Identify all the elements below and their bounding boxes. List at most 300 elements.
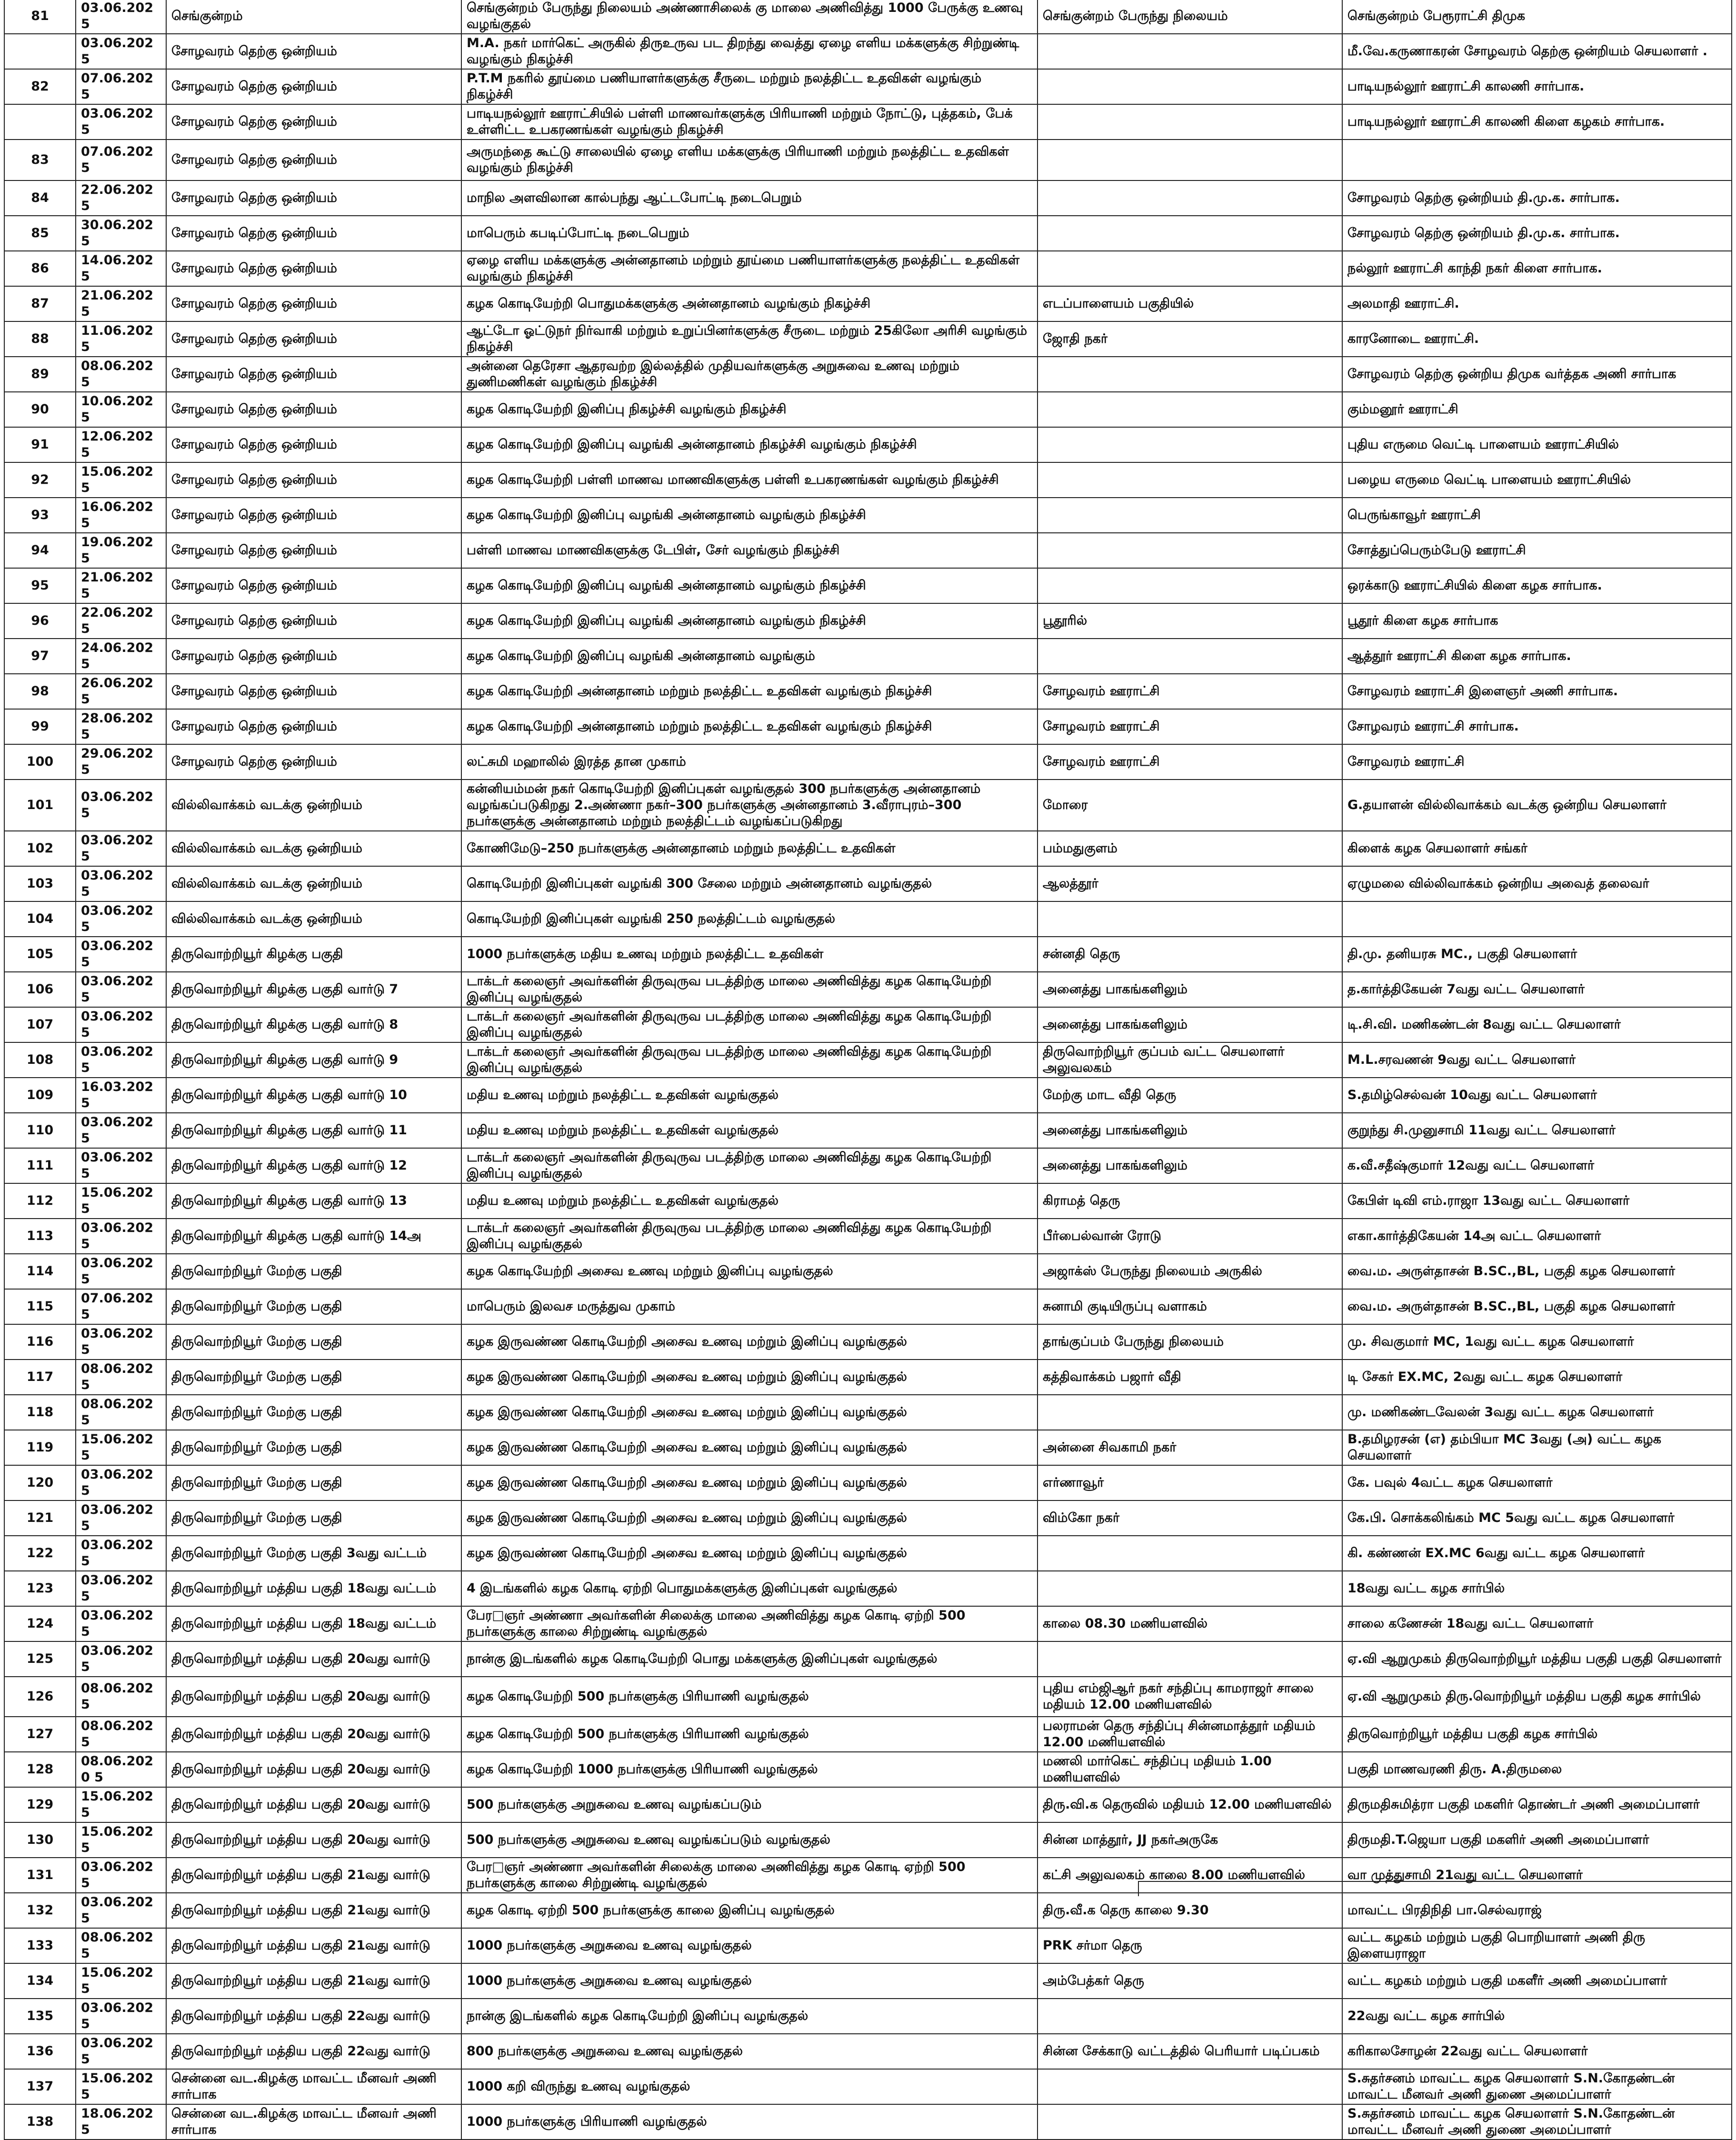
date-cell: 03.06.2025	[76, 901, 166, 937]
serial-number-cell: 88	[4, 321, 76, 357]
area-cell: சென்னை வட.கிழக்கு மாவட்ட மீனவர் அணி சார்பாக	[166, 2104, 461, 2140]
area-cell: திருவொற்றியூர் கிழக்கு பகுதி வார்டு 11	[166, 1113, 461, 1148]
area-cell: திருவொற்றியூர் மத்திய பகுதி 18வது வட்டம்	[166, 1606, 461, 1641]
date-cell: 26.06.2025	[76, 674, 166, 709]
table-row	[4, 831, 1732, 866]
table-row	[4, 1822, 1732, 1858]
organizer-cell: S.தமிழ்செல்வன் 10வது வட்ட செயலாளர்	[1342, 1078, 1732, 1113]
serial-number-cell: 85	[4, 216, 76, 251]
table-row	[4, 2104, 1732, 2140]
event-cell: கழக கொடியேற்றி 500 நபர்களுக்கு பிரியாணி வழங்குதல்	[461, 1717, 1038, 1752]
event-cell: லட்சுமி மஹாலில் இரத்த தான முகாம்	[461, 744, 1038, 780]
date-cell: 03.06.2025	[76, 1465, 166, 1500]
organizer-cell: குறுந்து சி.முனுசாமி 11வது வட்ட செயலாளர்	[1342, 1113, 1732, 1148]
date-cell: 08.06.2025	[76, 1717, 166, 1752]
organizer-cell	[1342, 901, 1732, 937]
event-cell: நான்கு இடங்களில் கழக கொடியேற்றி பொது மக்களுக்கு இனிப்புகள் வழங்குதல்	[461, 1641, 1038, 1677]
table-row	[4, 744, 1732, 780]
area-cell: சோழவரம் தெற்கு ஒன்றியம்	[166, 568, 461, 603]
date-cell: 03.06.2025	[76, 972, 166, 1007]
area-cell: திருவொற்றியூர் மேற்கு பகுதி	[166, 1465, 461, 1500]
date-cell: 03.06.2025	[76, 0, 166, 34]
serial-number-cell: 102	[4, 831, 76, 866]
serial-number-cell: 100	[4, 744, 76, 780]
area-cell: திருவொற்றியூர் மேற்கு பகுதி	[166, 1324, 461, 1360]
organizer-cell: பகுதி மாணவரணி திரு. A.திருமலை	[1342, 1752, 1732, 1787]
event-cell: மாபெரும் இலவச மருத்துவ முகாம்	[461, 1289, 1038, 1324]
area-cell: திருவொற்றியூர் மத்திய பகுதி 21வது வார்டு	[166, 1858, 461, 1893]
event-cell: 4 இடங்களில் கழக கொடி ஏற்றி பொதுமக்களுக்கு இனிப்புகள் வழங்குதல்	[461, 1571, 1038, 1606]
area-cell: சோழவரம் தெற்கு ஒன்றியம்	[166, 533, 461, 568]
serial-number-cell: 95	[4, 568, 76, 603]
venue-cell	[1038, 34, 1342, 69]
venue-cell	[1038, 1571, 1342, 1606]
event-cell: கழக இருவண்ண கொடியேற்றி அசைவ உணவு மற்றும் இனிப்பு வழங்குதல்	[461, 1465, 1038, 1500]
date-cell: 03.06.2025	[76, 1641, 166, 1677]
organizer-cell: M.L.சரவணன் 9வது வட்ட செயலாளர்	[1342, 1042, 1732, 1078]
event-cell: கோணிமேடு–250 நபர்களுக்கு அன்னதானம் மற்றும் நலத்திட்ட உதவிகள்	[461, 831, 1038, 866]
venue-cell: எடப்பாளையம் பகுதியில்	[1038, 286, 1342, 321]
event-cell: பேர□ஞர் அண்ணா அவர்களின் சிலைக்கு மாலை அணிவித்து கழக கொடி ஏற்றி 500 நபர்களுக்கு காலை சிற்றுண்டி வழங்குதல்	[461, 1858, 1038, 1893]
event-cell: அன்னை தெரேசா ஆதரவற்ற இல்லத்தில் முதியவர்களுக்கு அறுசுவை உணவு மற்றும் துணிமணிகள் வழங்கும் நிகழ்ச்சி	[461, 357, 1038, 392]
serial-number-cell: 117	[4, 1360, 76, 1395]
date-cell: 08.06.2020 5	[76, 1752, 166, 1787]
events-table-body	[4, 0, 1732, 2140]
date-cell: 10.06.2025	[76, 392, 166, 427]
event-cell: கழக இருவண்ண கொடியேற்றி அசைவ உணவு மற்றும் இனிப்பு வழங்குதல்	[461, 1360, 1038, 1395]
table-row	[4, 901, 1732, 937]
venue-cell: மணலி மார்கெட் சந்திப்பு மதியம் 1.00 மணியளவில்	[1038, 1752, 1342, 1787]
date-cell: 29.06.2025	[76, 744, 166, 780]
table-row	[4, 1430, 1732, 1465]
serial-number-cell: 137	[4, 2069, 76, 2104]
date-cell: 22.06.2025	[76, 180, 166, 216]
table-row	[4, 104, 1732, 140]
serial-number-cell: 116	[4, 1324, 76, 1360]
venue-cell	[1038, 498, 1342, 533]
area-cell: சோழவரம் தெற்கு ஒன்றியம்	[166, 69, 461, 104]
date-cell: 03.06.2025	[76, 1324, 166, 1360]
organizer-cell: திருமதிசுமித்ரா பகுதி மகளிர் தொண்டர் அணி அமைப்பாளர்	[1342, 1787, 1732, 1822]
venue-cell: சின்ன சேக்காடு வட்டத்தில் பெரியார் படிப்பகம்	[1038, 2034, 1342, 2069]
event-cell: மதிய உணவு மற்றும் நலத்திட்ட உதவிகள் வழங்குதல்	[461, 1113, 1038, 1148]
event-cell: 1000 நபர்களுக்கு பிரியாணி வழங்குதல்	[461, 2104, 1038, 2140]
event-cell: கழக கொடியேற்றி அன்னதானம் மற்றும் நலத்திட்ட உதவிகள் வழங்கும் நிகழ்ச்சி	[461, 709, 1038, 744]
event-cell: 800 நபர்களுக்கு அறுசுவை உணவு வழங்குதல்	[461, 2034, 1038, 2069]
area-cell: சோழவரம் தெற்கு ஒன்றியம்	[166, 357, 461, 392]
event-cell: டாக்டர் கலைஞர் அவர்களின் திருவுருவ படத்திற்கு மாலை அணிவித்து கழக கொடியேற்றி இனிப்பு வழங்குதல்	[461, 972, 1038, 1007]
table-row	[4, 180, 1732, 216]
table-row	[4, 1500, 1732, 1536]
table-row	[4, 1042, 1732, 1078]
event-cell: 1000 நபர்களுக்கு அறுசுவை உணவு வழங்குதல்	[461, 1928, 1038, 1963]
venue-cell: சன்னதி தெரு	[1038, 937, 1342, 972]
organizer-cell: வா முத்துசாமி 21வது வட்ட செயலாளர்	[1342, 1858, 1732, 1893]
serial-number-cell: 109	[4, 1078, 76, 1113]
organizer-cell: கரிகாலசோழன் 22வது வட்ட செயலாளர்	[1342, 2034, 1732, 2069]
venue-cell: சோழவரம் ஊராட்சி	[1038, 674, 1342, 709]
venue-cell: திரு.வி.க தெருவில் மதியம் 12.00 மணியளவில்	[1038, 1787, 1342, 1822]
venue-cell: கட்சி அலுவலகம் காலை 8.00 மணியளவில்	[1038, 1858, 1342, 1893]
serial-number-cell: 119	[4, 1430, 76, 1465]
table-row	[4, 1148, 1732, 1183]
date-cell: 22.06.2025	[76, 603, 166, 639]
date-cell: 03.06.2025	[76, 1571, 166, 1606]
table-row	[4, 533, 1732, 568]
event-cell: கொடியேற்றி இனிப்புகள் வழங்கி 300 சேலை மற்றும் அன்னதானம் வழங்குதல்	[461, 866, 1038, 901]
date-cell: 15.06.2025	[76, 1430, 166, 1465]
venue-cell: செங்குன்றம் பேருந்து நிலையம்	[1038, 0, 1342, 34]
event-cell: கழக கொடியேற்றி 1000 நபர்களுக்கு பிரியாணி வழங்குதல்	[461, 1752, 1038, 1787]
serial-number-cell: 97	[4, 639, 76, 674]
area-cell: சோழவரம் தெற்கு ஒன்றியம்	[166, 104, 461, 140]
date-cell: 03.06.2025	[76, 1042, 166, 1078]
table-row	[4, 568, 1732, 603]
event-cell: கழக இருவண்ண கொடியேற்றி அசைவ உணவு மற்றும் இனிப்பு வழங்குதல்	[461, 1536, 1038, 1571]
organizer-cell: வை.ம. அருள்தாசன் B.SC.,BL, பகுதி கழக செயலாளர்	[1342, 1254, 1732, 1289]
date-cell: 07.06.2025	[76, 69, 166, 104]
venue-cell: PRK சர்மா தெரு	[1038, 1928, 1342, 1963]
event-cell: அருமந்தை கூட்டு சாலையில் ஏழை எளிய மக்களுக்கு பிரியாணி மற்றும் நலத்திட்ட உதவிகள் வழங்கும் நிகழ்ச்சி	[461, 140, 1038, 180]
serial-number-cell: 94	[4, 533, 76, 568]
serial-number-cell: 111	[4, 1148, 76, 1183]
serial-number-cell: 108	[4, 1042, 76, 1078]
area-cell: திருவொற்றியூர் மத்திய பகுதி 20வது வார்டு	[166, 1677, 461, 1717]
serial-number-cell: 96	[4, 603, 76, 639]
table-continuation-stub	[1138, 1881, 1732, 1896]
event-cell: கழக இருவண்ண கொடியேற்றி அசைவ உணவு மற்றும் இனிப்பு வழங்குதல்	[461, 1500, 1038, 1536]
serial-number-cell: 114	[4, 1254, 76, 1289]
area-cell: சோழவரம் தெற்கு ஒன்றியம்	[166, 674, 461, 709]
serial-number-cell: 90	[4, 392, 76, 427]
event-cell: டாக்டர் கலைஞர் அவர்களின் திருவுருவ படத்திற்கு மாலை அணிவித்து கழக கொடியேற்றி இனிப்பு வழங்குதல்	[461, 1042, 1038, 1078]
serial-number-cell: 112	[4, 1183, 76, 1219]
table-row	[4, 1113, 1732, 1148]
organizer-cell: 18வது வட்ட கழக சார்பில்	[1342, 1571, 1732, 1606]
area-cell: திருவொற்றியூர் மத்திய பகுதி 20வது வார்டு	[166, 1787, 461, 1822]
venue-cell	[1038, 251, 1342, 286]
venue-cell: சின்ன மாத்தூர், JJ நகர்அருகே	[1038, 1822, 1342, 1858]
date-cell: 08.06.2025	[76, 1360, 166, 1395]
date-cell: 03.06.2025	[76, 1219, 166, 1254]
table-row	[4, 1078, 1732, 1113]
event-cell: 500 நபர்களுக்கு அறுசுவை உணவு வழங்கப்படும் வழங்குதல்	[461, 1822, 1038, 1858]
area-cell: திருவொற்றியூர் மத்திய பகுதி 20வது வார்டு	[166, 1641, 461, 1677]
table-row	[4, 69, 1732, 104]
organizer-cell: சோழவரம் ஊராட்சி சார்பாக.	[1342, 709, 1732, 744]
area-cell: சோழவரம் தெற்கு ஒன்றியம்	[166, 462, 461, 498]
area-cell: சோழவரம் தெற்கு ஒன்றியம்	[166, 286, 461, 321]
table-row	[4, 34, 1732, 69]
serial-number-cell: 103	[4, 866, 76, 901]
organizer-cell: திருவொற்றியூர் மத்திய பகுதி கழக சார்பில்	[1342, 1717, 1732, 1752]
table-row	[4, 1606, 1732, 1641]
serial-number-cell: 120	[4, 1465, 76, 1500]
organizer-cell: சோழவரம் ஊராட்சி இளைஞர் அணி சார்பாக.	[1342, 674, 1732, 709]
organizer-cell: க.வீ.சதீஷ்குமார் 12வது வட்ட செயலாளர்	[1342, 1148, 1732, 1183]
area-cell: திருவொற்றியூர் மேற்கு பகுதி	[166, 1500, 461, 1536]
organizer-cell: தி.மு. தனியரசு MC., பகுதி செயலாளர்	[1342, 937, 1732, 972]
serial-number-cell: 101	[4, 780, 76, 831]
date-cell: 08.06.2025	[76, 1928, 166, 1963]
date-cell: 18.06.2025	[76, 2104, 166, 2140]
venue-cell: அனைத்து பாகங்களிலும்	[1038, 1007, 1342, 1042]
venue-cell: பூதூரில்	[1038, 603, 1342, 639]
event-cell: டாக்டர் கலைஞர் அவர்களின் திருவுருவ படத்திற்கு மாலை அணிவித்து கழக கொடியேற்றி இனிப்பு வழங்குதல்	[461, 1007, 1038, 1042]
serial-number-cell: 92	[4, 462, 76, 498]
venue-cell	[1038, 216, 1342, 251]
date-cell: 03.06.2025	[76, 1858, 166, 1893]
organizer-cell: எகா.கார்த்திகேயன் 14அ வட்ட செயலாளர்	[1342, 1219, 1732, 1254]
event-cell: கழக இருவண்ண கொடியேற்றி அசைவ உணவு மற்றும் இனிப்பு வழங்குதல்	[461, 1430, 1038, 1465]
serial-number-cell: 110	[4, 1113, 76, 1148]
area-cell: திருவொற்றியூர் மத்திய பகுதி 22வது வார்டு	[166, 1999, 461, 2034]
venue-cell	[1038, 140, 1342, 180]
organizer-cell: சோழவரம் ஊராட்சி	[1342, 744, 1732, 780]
table-row	[4, 251, 1732, 286]
area-cell: திருவொற்றியூர் மேற்கு பகுதி	[166, 1289, 461, 1324]
date-cell: 28.06.2025	[76, 709, 166, 744]
table-row	[4, 1641, 1732, 1677]
table-row	[4, 140, 1732, 180]
area-cell: திருவொற்றியூர் கிழக்கு பகுதி வார்டு 8	[166, 1007, 461, 1042]
event-cell: கழக கொடியேற்றி இனிப்பு வழங்கி அன்னதானம் நிகழ்ச்சி வழங்கும் நிகழ்ச்சி	[461, 427, 1038, 462]
serial-number-cell: 136	[4, 2034, 76, 2069]
area-cell: திருவொற்றியூர் மேற்கு பகுதி	[166, 1360, 461, 1395]
event-cell: கழக கொடியேற்றி பொதுமக்களுக்கு அன்னதானம் வழங்கும் நிகழ்ச்சி	[461, 286, 1038, 321]
event-cell: கழக கொடியேற்றி இனிப்பு வழங்கி அன்னதானம் வழங்கும் நிகழ்ச்சி	[461, 603, 1038, 639]
table-row	[4, 1677, 1732, 1717]
date-cell: 15.06.2025	[76, 1787, 166, 1822]
serial-number-cell: 118	[4, 1395, 76, 1430]
serial-number-cell: 132	[4, 1893, 76, 1928]
venue-cell: எர்ணாவூர்	[1038, 1465, 1342, 1500]
organizer-cell: கேபிள் டிவி எம்.ராஜா 13வது வட்ட செயலாளர்	[1342, 1183, 1732, 1219]
date-cell: 03.06.2025	[76, 104, 166, 140]
serial-number-cell: 131	[4, 1858, 76, 1893]
event-cell: பாடியநல்லூர் ஊராட்சியில் பள்ளி மாணவர்களுக்கு பிரியாணி மற்றும் நோட்டு, புத்தகம், பேக் உள்ளிட்ட உபகரணங்கள் வழங்கும் நிகழ்ச்சி	[461, 104, 1038, 140]
organizer-cell: சாலை கணேசன் 18வது வட்ட செயலாளர்	[1342, 1606, 1732, 1641]
event-cell: நான்கு இடங்களில் கழக கொடியேற்றி இனிப்பு வழங்குதல்	[461, 1999, 1038, 2034]
organizer-cell: பாடியநல்லூர் ஊராட்சி காலணி சார்பாக.	[1342, 69, 1732, 104]
date-cell: 12.06.2025	[76, 427, 166, 462]
table-row	[4, 937, 1732, 972]
area-cell: திருவொற்றியூர் கிழக்கு பகுதி வார்டு 10	[166, 1078, 461, 1113]
table-row	[4, 1963, 1732, 1999]
venue-cell	[1038, 1999, 1342, 2034]
event-cell: டாக்டர் கலைஞர் அவர்களின் திருவுருவ படத்திற்கு மாலை அணிவித்து கழக கொடியேற்றி இனிப்பு வழங்குதல்	[461, 1148, 1038, 1183]
date-cell: 21.06.2025	[76, 286, 166, 321]
serial-number-cell: 123	[4, 1571, 76, 1606]
serial-number-cell: 121	[4, 1500, 76, 1536]
venue-cell	[1038, 568, 1342, 603]
serial-number-cell: 133	[4, 1928, 76, 1963]
venue-cell	[1038, 901, 1342, 937]
organizer-cell: கே.பி. சொக்கலிங்கம் MC 5வது வட்ட கழக செயலாளர்	[1342, 1500, 1732, 1536]
date-cell: 30.06.2025	[76, 216, 166, 251]
serial-number-cell: 128	[4, 1752, 76, 1787]
area-cell: திருவொற்றியூர் மத்திய பகுதி 20வது வார்டு	[166, 1822, 461, 1858]
venue-cell	[1038, 1641, 1342, 1677]
venue-cell: ஜோதி நகர்	[1038, 321, 1342, 357]
venue-cell: சோழவரம் ஊராட்சி	[1038, 709, 1342, 744]
event-cell: 1000 நபர்களுக்கு அறுசுவை உணவு வழங்குதல்	[461, 1963, 1038, 1999]
serial-number-cell	[4, 34, 76, 69]
area-cell: சோழவரம் தெற்கு ஒன்றியம்	[166, 180, 461, 216]
date-cell: 15.06.2025	[76, 1822, 166, 1858]
serial-number-cell: 104	[4, 901, 76, 937]
table-row	[4, 674, 1732, 709]
event-cell: மாபெரும் கபடிப்போட்டி நடைபெறும்	[461, 216, 1038, 251]
event-cell: கொடியேற்றி இனிப்புகள் வழங்கி 250 நலத்திட்டம் வழங்குதல்	[461, 901, 1038, 937]
serial-number-cell	[4, 104, 76, 140]
area-cell: திருவொற்றியூர் மத்திய பகுதி 21வது வார்டு	[166, 1963, 461, 1999]
organizer-cell: மு. மணிகண்டவேலன் 3வது வட்ட கழக செயலாளர்	[1342, 1395, 1732, 1430]
event-cell: கழக கொடியேற்றி அசைவ உணவு மற்றும் இனிப்பு வழங்குதல்	[461, 1254, 1038, 1289]
table-row	[4, 1999, 1732, 2034]
venue-cell: தாங்குப்பம் பேருந்து நிலையம்	[1038, 1324, 1342, 1360]
event-cell: கழக கொடியேற்றி இனிப்பு நிகழ்ச்சி வழங்கும் நிகழ்ச்சி	[461, 392, 1038, 427]
event-cell: டாக்டர் கலைஞர் அவர்களின் திருவுருவ படத்திற்கு மாலை அணிவித்து கழக கொடியேற்றி இனிப்பு வழங்குதல்	[461, 1219, 1038, 1254]
date-cell: 03.06.2025	[76, 34, 166, 69]
organizer-cell: பூதூர் கிளை கழக சார்பாக	[1342, 603, 1732, 639]
date-cell: 03.06.2025	[76, 1254, 166, 1289]
event-cell: மதிய உணவு மற்றும் நலத்திட்ட உதவிகள் வழங்குதல்	[461, 1078, 1038, 1113]
organizer-cell: ஆத்தூர் ஊராட்சி கிளை கழக சார்பாக.	[1342, 639, 1732, 674]
event-cell: கழக கொடியேற்றி அன்னதானம் மற்றும் நலத்திட்ட உதவிகள் வழங்கும் நிகழ்ச்சி	[461, 674, 1038, 709]
date-cell: 03.06.2025	[76, 1893, 166, 1928]
table-row	[4, 1360, 1732, 1395]
serial-number-cell: 84	[4, 180, 76, 216]
serial-number-cell: 138	[4, 2104, 76, 2140]
date-cell: 11.06.2025	[76, 321, 166, 357]
serial-number-cell: 99	[4, 709, 76, 744]
date-cell: 15.06.2025	[76, 1183, 166, 1219]
date-cell: 03.06.2025	[76, 1113, 166, 1148]
area-cell: திருவொற்றியூர் மத்திய பகுதி 20வது வார்டு	[166, 1752, 461, 1787]
event-cell: ஏழை எளிய மக்களுக்கு அன்னதானம் மற்றும் தூய்மை பணியாளர்களுக்கு நலத்திட்ட உதவிகள் வழங்கும் நிகழ்ச்சி	[461, 251, 1038, 286]
table-row	[4, 216, 1732, 251]
table-row	[4, 321, 1732, 357]
table-row	[4, 866, 1732, 901]
venue-cell: பம்மதுகுளம்	[1038, 831, 1342, 866]
organizer-cell: நல்லூர் ஊராட்சி காந்தி நகர் கிளை சார்பாக.	[1342, 251, 1732, 286]
table-row	[4, 1717, 1732, 1752]
event-cell: செங்குன்றம் பேருந்து நிலையம் அண்ணாசிலைக் கு மாலை அணிவித்து 1000 பேருக்கு உணவு வழங்குதல்	[461, 0, 1038, 34]
venue-cell	[1038, 357, 1342, 392]
venue-cell: அனைத்து பாகங்களிலும்	[1038, 972, 1342, 1007]
serial-number-cell: 125	[4, 1641, 76, 1677]
event-cell: கழக இருவண்ண கொடியேற்றி அசைவ உணவு மற்றும் இனிப்பு வழங்குதல்	[461, 1395, 1038, 1430]
area-cell: சோழவரம் தெற்கு ஒன்றியம்	[166, 709, 461, 744]
venue-cell	[1038, 2104, 1342, 2140]
event-cell: ஆட்டோ ஓட்டுநர் நிர்வாகி மற்றும் உறுப்பினர்களுக்கு சீருடை மற்றும் 25கிலோ அரிசி வழங்கும் நிகழ்ச்சி	[461, 321, 1038, 357]
event-cell: பள்ளி மாணவ மாணவிகளுக்கு டேபிள், சேர் வழங்கும் நிகழ்ச்சி	[461, 533, 1038, 568]
date-cell: 03.06.2025	[76, 866, 166, 901]
organizer-cell: டி சேகர் EX.MC, 2வது வட்ட கழக செயலாளர்	[1342, 1360, 1732, 1395]
venue-cell: அன்னை சிவகாமி நகர்	[1038, 1430, 1342, 1465]
venue-cell	[1038, 1395, 1342, 1430]
area-cell: திருவொற்றியூர் கிழக்கு பகுதி	[166, 937, 461, 972]
table-row	[4, 1219, 1732, 1254]
event-cell: கழக கொடி ஏற்றி 500 நபர்களுக்கு காலை இனிப்பு வழங்குதல்	[461, 1893, 1038, 1928]
date-cell: 07.06.2025	[76, 140, 166, 180]
area-cell: திருவொற்றியூர் மேற்கு பகுதி 3வது வட்டம்	[166, 1536, 461, 1571]
table-row	[4, 972, 1732, 1007]
date-cell: 15.06.2025	[76, 462, 166, 498]
event-cell: 1000 நபர்களுக்கு மதிய உணவு மற்றும் நலத்திட்ட உதவிகள்	[461, 937, 1038, 972]
venue-cell	[1038, 639, 1342, 674]
event-cell: கழக இருவண்ண கொடியேற்றி அசைவ உணவு மற்றும் இனிப்பு வழங்குதல்	[461, 1324, 1038, 1360]
venue-cell: அனைத்து பாகங்களிலும்	[1038, 1113, 1342, 1148]
area-cell: வில்லிவாக்கம் வடக்கு ஒன்றியம்	[166, 866, 461, 901]
area-cell: வில்லிவாக்கம் வடக்கு ஒன்றியம்	[166, 831, 461, 866]
organizer-cell: செங்குன்றம் பேரூராட்சி திமுக	[1342, 0, 1732, 34]
serial-number-cell: 98	[4, 674, 76, 709]
organizer-cell: திருமதி.T.ஜெயா பகுதி மகளிர் அணி அமைப்பாளர்	[1342, 1822, 1732, 1858]
venue-cell: அனைத்து பாகங்களிலும்	[1038, 1148, 1342, 1183]
venue-cell: அம்பேத்கர் தெரு	[1038, 1963, 1342, 1999]
event-cell: மாநில அளவிலான கால்பந்து ஆட்டபோட்டி நடைபெறும்	[461, 180, 1038, 216]
area-cell: சோழவரம் தெற்கு ஒன்றியம்	[166, 744, 461, 780]
serial-number-cell: 81	[4, 0, 76, 34]
date-cell: 03.06.2025	[76, 1148, 166, 1183]
venue-cell: அஜாக்ஸ் பேருந்து நிலையம் அருகில்	[1038, 1254, 1342, 1289]
venue-cell: பீர்பைல்வான் ரோடு	[1038, 1219, 1342, 1254]
table-row	[4, 0, 1732, 34]
area-cell: திருவொற்றியூர் மத்திய பகுதி 22வது வார்டு	[166, 2034, 461, 2069]
table-row	[4, 427, 1732, 462]
organizer-cell: சோழவரம் தெற்கு ஒன்றிய திமுக வர்த்தக அணி சார்பாக	[1342, 357, 1732, 392]
table-row	[4, 498, 1732, 533]
venue-cell: காலை 08.30 மணியளவில்	[1038, 1606, 1342, 1641]
table-row	[4, 1928, 1732, 1963]
serial-number-cell: 91	[4, 427, 76, 462]
events-table	[4, 0, 1732, 2140]
venue-cell	[1038, 392, 1342, 427]
organizer-cell: மாவட்ட பிரதிநிதி பா.செல்வராஜ்	[1342, 1893, 1732, 1928]
venue-cell	[1038, 427, 1342, 462]
organizer-cell: ஏ.வி ஆறுமுகம் திருவொற்றியூர் மத்திய பகுதி பகுதி செயலாளர்	[1342, 1641, 1732, 1677]
area-cell: திருவொற்றியூர் கிழக்கு பகுதி வார்டு 13	[166, 1183, 461, 1219]
organizer-cell: S.சுதர்சனம் மாவட்ட கழக செயலாளர் S.N.கோதண்டன் மாவட்ட மீனவர் அணி துணை அமைப்பாளர்	[1342, 2069, 1732, 2104]
serial-number-cell: 122	[4, 1536, 76, 1571]
event-cell: பேர□ஞர் அண்ணா அவர்களின் சிலைக்கு மாலை அணிவித்து கழக கொடி ஏற்றி 500 நபர்களுக்கு காலை சிற்றுண்டி வழங்குதல்	[461, 1606, 1038, 1641]
serial-number-cell: 82	[4, 69, 76, 104]
event-cell: கழக கொடியேற்றி இனிப்பு வழங்கி அன்னதானம் வழங்கும்	[461, 639, 1038, 674]
serial-number-cell: 127	[4, 1717, 76, 1752]
date-cell: 03.06.2025	[76, 1606, 166, 1641]
table-row	[4, 639, 1732, 674]
date-cell: 08.06.2025	[76, 1677, 166, 1717]
serial-number-cell: 135	[4, 1999, 76, 2034]
date-cell: 08.06.2025	[76, 357, 166, 392]
venue-cell: பலராமன் தெரு சந்திப்பு சின்னமாத்தூர் மதியம் 12.00 மணியளவில்	[1038, 1717, 1342, 1752]
date-cell: 03.06.2025	[76, 1999, 166, 2034]
table-row	[4, 1324, 1732, 1360]
table-row	[4, 709, 1732, 744]
area-cell: சோழவரம் தெற்கு ஒன்றியம்	[166, 603, 461, 639]
area-cell: திருவொற்றியூர் கிழக்கு பகுதி வார்டு 7	[166, 972, 461, 1007]
area-cell: திருவொற்றியூர் மத்திய பகுதி 18வது வட்டம்	[166, 1571, 461, 1606]
table-row	[4, 462, 1732, 498]
venue-cell	[1038, 462, 1342, 498]
area-cell: செங்குன்றம்	[166, 0, 461, 34]
organizer-cell: வட்ட கழகம் மற்றும் பகுதி மகளீர் அணி அமைப்பாளர்	[1342, 1963, 1732, 1999]
date-cell: 03.06.2025	[76, 780, 166, 831]
event-cell: கன்னியம்மன் நகர் கொடியேற்றி இனிப்புகள் வழங்குதல் 300 நபர்களுக்கு அன்னதானம் வழங்கப்படுகிறது 2.அண்ணா நகர்–300 நபர்களுக்கு அன்னதானம் 3.வீராபுரம்–300 நபர்களுக்கு அன்னதானம் மற்றும் நலத்திட்டம் வழங்கப்படுகிறது	[461, 780, 1038, 831]
event-cell: கழக கொடியேற்றி இனிப்பு வழங்கி அன்னதானம் வழங்கும் நிகழ்ச்சி	[461, 498, 1038, 533]
